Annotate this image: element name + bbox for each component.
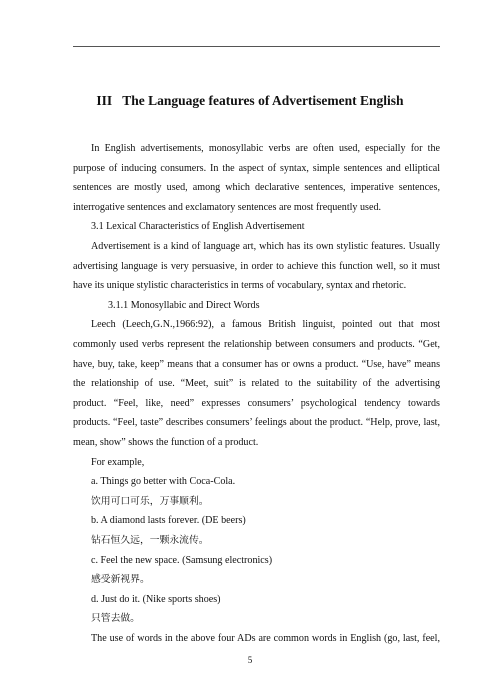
example-item: d. Just do it. (Nike sports shoes) <box>91 593 221 605</box>
text-line: interrogative sentences and exclamatory sentences are most frequently used. <box>73 201 382 213</box>
example-item: b. A diamond lasts forever. (DE beers) <box>91 515 246 527</box>
example-translation: 饮用可口可乐，万事顺利。 <box>91 495 209 507</box>
header-rule <box>73 46 440 47</box>
example-item: a. Things go better with Coca-Cola. <box>91 476 236 488</box>
text-line: have, buy, take, keep” means that a consumer has or owns a product. “Use, have” means <box>73 358 440 370</box>
text-line: commonly used verbs represent the relationship between consumers and products. “Get, <box>73 339 440 350</box>
text-line: advertising language is very persuasive, in order to achieve this function well, so it must <box>73 260 440 272</box>
subsubsection-heading: 3.1.1 Monosyllabic and Direct Words <box>108 299 260 311</box>
section-title: The Language features of Advertisement English <box>122 93 404 108</box>
section-heading <box>0 92 500 110</box>
text-line: The use of words in the above four ADs are common words in English (go, last, feel, <box>91 633 440 644</box>
example-translation: 感受新视界。 <box>91 574 150 586</box>
example-translation: 只管去做。 <box>91 613 140 625</box>
example-item: c. Feel the new space. (Samsung electronics) <box>91 554 273 566</box>
text-line: purpose of inducing consumers. In the aspect of syntax, simple sentences and elliptical <box>73 162 440 174</box>
text-line: products. “Feel, taste” describes consumers’ feelings about the product. “Help, prove, last, <box>73 417 440 429</box>
text-line: Advertisement is a kind of language art, which has its own stylistic features. Usually <box>91 241 440 252</box>
text-line: sentences are mostly used, among which declarative sentences, imperative sentences, <box>73 182 440 194</box>
text-line: product. “Feel, like, need” expresses consumers’ psychological tendency towards <box>73 397 440 409</box>
text-line: In English advertisements, monosyllabic verbs are often used, especially for the <box>91 143 440 154</box>
text-line: Leech (Leech,G.N.,1966:92), a famous British linguist, pointed out that most <box>91 319 440 331</box>
text-line: mean, show” shows the function of a product. <box>73 437 259 448</box>
page-number: 5 <box>247 655 253 665</box>
text-line: For example, <box>91 456 145 468</box>
example-translation: 钻石恒久远，一颗永流传。 <box>91 535 209 546</box>
text-line: the relationship of use. “Meet, suit” is related to the suitability of the advertising <box>73 378 440 390</box>
text-line: have its unique stylistic characteristics in terms of vocabulary, syntax and rhetoric. <box>73 280 407 292</box>
subsection-heading: 3.1 Lexical Characteristics of English Advertisement <box>91 221 305 233</box>
section-number: III <box>96 93 113 108</box>
